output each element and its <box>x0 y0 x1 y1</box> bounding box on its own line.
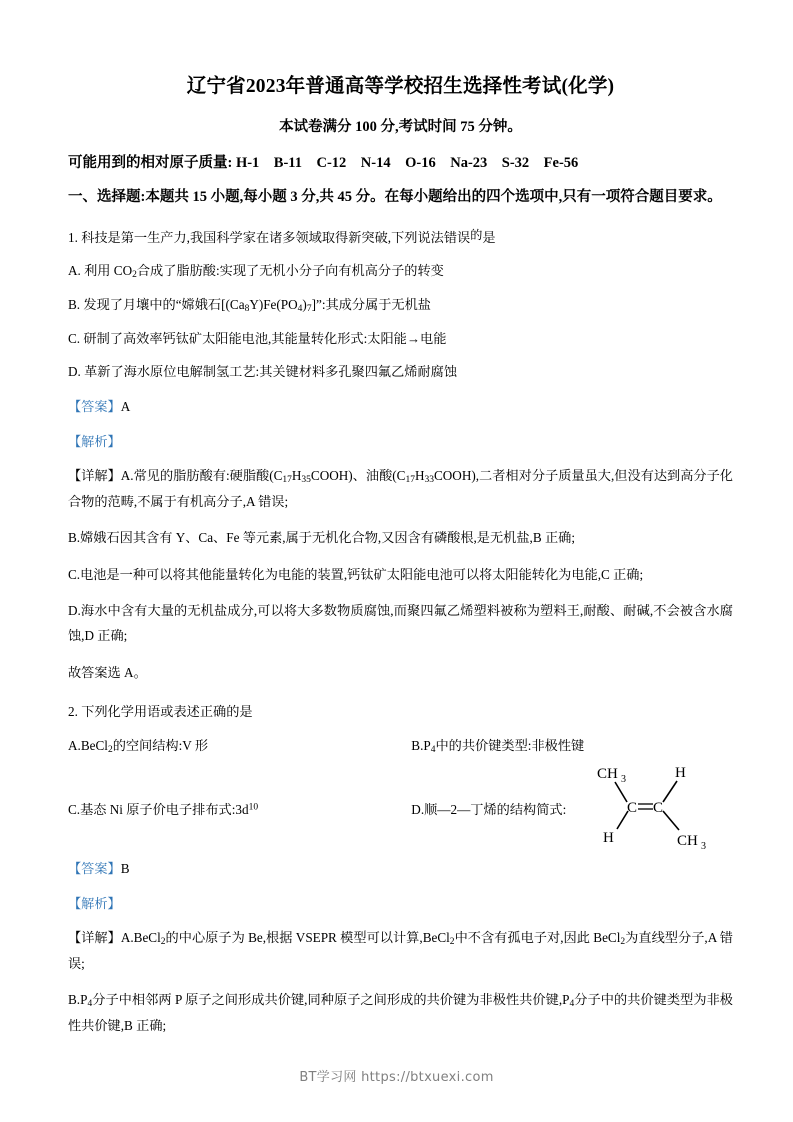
question-2-stem <box>68 702 733 722</box>
question-1-stem-tail: 是 <box>482 230 496 246</box>
option-text: 顺—2—丁烯的结构简式: <box>424 801 567 817</box>
question-1-stem-raised: 的 <box>470 228 483 243</box>
option-subscript-3: 7 <box>306 304 312 315</box>
question-1-option-a[interactable] <box>68 261 733 282</box>
question-1-option-c[interactable] <box>68 329 733 349</box>
atomic-mass-line: 可能用到的相对原子质量: H-1 B-11 C-12 N-14 O-16 Na-23 S-32 Fe-56 <box>68 155 579 172</box>
option-text: BeCl <box>80 737 108 753</box>
option-text: 研制了高效率钙钛矿太阳能电池,其能量转化形式:太阳能→电能 <box>83 331 447 347</box>
option-subscript: 4 <box>430 744 436 755</box>
question-1-answer <box>68 397 733 417</box>
option-key: B. <box>68 297 81 313</box>
answer-label: 【答案】 <box>68 399 121 415</box>
question-2-option-d[interactable] <box>411 799 566 818</box>
option-key: D. <box>411 801 425 817</box>
option-key: C. <box>68 331 81 347</box>
option-key: A. <box>68 737 81 753</box>
option-text-cont: 合成了脂肪酸:实现了无机小分子向有机高分子的转变 <box>136 262 444 278</box>
question-2-options-row-1 <box>68 735 733 755</box>
detail-text: $B.P_4$分子中相邻两 P 原子之间形成共价键,同种原子之间形成的共价键为非极性共价键$,P_4$分子中的共价键类型为非极性共价键,B 正确; <box>68 992 733 1034</box>
analysis-label: 【解析】 <box>68 895 121 911</box>
answer-label: 【答案】 <box>68 860 121 876</box>
question-1-detail-1 <box>68 463 733 515</box>
option-subscript: 2 <box>107 744 113 755</box>
option-key: B. <box>411 737 424 753</box>
svg-text:C: C <box>627 799 638 816</box>
svg-text:H: H <box>603 829 614 846</box>
answer-value: B <box>120 860 130 876</box>
question-2-options-row-2 <box>68 764 733 849</box>
cis-2-butene-structure-diagram <box>583 761 718 849</box>
exam-subtitle: 本试卷满分 100 分,考试时间 75 分钟。 <box>279 119 522 136</box>
question-1-option-b[interactable] <box>68 295 733 316</box>
detail-label: 【详解】 <box>68 929 121 945</box>
option-key: D. <box>68 364 81 380</box>
question-1-analysis-label <box>68 432 733 452</box>
option-text-cont: 的空间结构:V 形 <box>112 737 209 753</box>
svg-text:3: 3 <box>621 773 626 785</box>
question-1-detail-4: D.海水中含有大量的无机盐成分,可以将大多数物质腐蚀,而聚四氟乙烯塑料被称为塑料王,耐酸、耐碱,不会被含水腐蚀,D 正确; <box>68 603 733 644</box>
option-text: 发现了月壤中的“嫦娥石[(Ca <box>83 297 245 313</box>
option-text: 基态 Ni 原子价电子排布式:3d <box>80 801 249 817</box>
detail-text: A.BeCl$_2$的中心原子为 Be,根据 VSEPR 模型可以计算,BeCl$_2$中不含有孤电子对,因此 BeCl$_2$为直线型分子,A 错误; <box>68 929 733 971</box>
question-2-stem-text: 下列化学用语或表述正确的是 <box>81 704 253 720</box>
question-2-option-b[interactable] <box>411 735 584 755</box>
question-1-conclusion: 故答案选 A。 <box>68 664 147 680</box>
question-2-number: 2. <box>68 704 78 720</box>
question-2-option-c[interactable] <box>68 799 408 818</box>
option-superscript: 10 <box>248 802 259 813</box>
question-1-detail-2: B.嫦娥石因其含有 Y、Ca、Fe 等元素,属于无机化合物,又因含有磷酸根,是无机盐,B 正确; <box>68 530 575 546</box>
question-1-option-d[interactable] <box>68 362 733 382</box>
option-text-cont-2: ) <box>302 297 307 313</box>
option-text-cont: Y)Fe(PO <box>249 297 298 313</box>
option-text: P <box>423 737 431 753</box>
question-1-stem-text: 科技是第一生产力,我国科学家在诸多领域取得新突破,下列说法错误 <box>81 230 471 246</box>
page-title: 辽宁省2023年普通高等学校招生选择性考试(化学) <box>186 76 615 97</box>
svg-text:CH: CH <box>677 832 698 849</box>
option-key: C. <box>68 801 81 817</box>
detail-text: A.常见的脂肪酸有:硬脂酸$(C_{17}H_{35}COOH)$、油酸$(C_{17}H_{33}COOH)$,二者相对分子质量虽大,但没有达到高分子化合物的范畴,不属于有机高分子,A 错误; <box>68 467 733 509</box>
site-watermark: BT学习网 https://btxuexi.com <box>299 1070 494 1085</box>
option-text-cont: 中的共价键类型:非极性键 <box>435 737 585 753</box>
option-key: A. <box>68 262 81 278</box>
question-2-answer <box>68 859 733 879</box>
option-text: 革新了海水原位电解制氢工艺:其关键材料多孔聚四氟乙烯耐腐蚀 <box>84 364 458 380</box>
answer-value: A <box>120 399 131 415</box>
question-1-detail-3: C.电池是一种可以将其他能量转化为电能的装置,钙钛矿太阳能电池可以将太阳能转化为电能,C 正确; <box>68 566 644 582</box>
option-subscript-2: 4 <box>297 304 303 315</box>
svg-text:H: H <box>675 764 686 781</box>
svg-text:3: 3 <box>701 840 706 849</box>
option-subscript: 8 <box>244 304 250 315</box>
svg-text:C: C <box>653 799 664 816</box>
question-2-analysis-label <box>68 894 733 914</box>
detail-label: 【详解】 <box>68 467 121 483</box>
question-2-option-a[interactable] <box>68 735 408 755</box>
option-text: 利用 CO <box>84 262 133 278</box>
question-1-number: 1. <box>68 230 78 246</box>
question-2-detail-2 <box>68 987 733 1039</box>
question-1-stem <box>68 228 733 248</box>
option-subscript: 2 <box>132 269 137 280</box>
option-text-cont-3: ]”:其成分属于无机盐 <box>311 297 431 313</box>
section-heading: 一、选择题:本题共 15 小题,每小题 3 分,共 45 分。在每小题给出的四个选项中,只有一项符合题目要求。 <box>68 188 722 205</box>
analysis-label: 【解析】 <box>68 433 121 449</box>
svg-text:CH: CH <box>597 765 618 782</box>
question-2-detail-1 <box>68 925 733 977</box>
